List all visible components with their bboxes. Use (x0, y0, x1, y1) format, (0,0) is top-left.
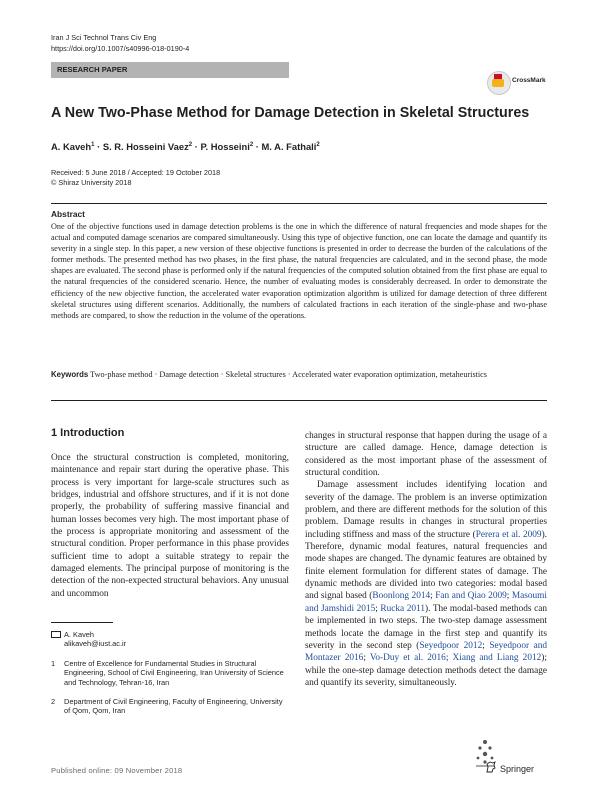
copyright-notice: © Shiraz University 2018 (51, 177, 132, 187)
affiliation-text: Centre of Excellence for Fundamental Studies in Structural Engineering, School of Civil Engineering, Iran University of Science and Technology, Tehran-16, Iran (64, 659, 284, 687)
author-name[interactable]: S. R. Hosseini Vaez (102, 141, 189, 153)
citation-link[interactable]: Vo-Duy et al. 2016 (369, 653, 446, 664)
corresponding-author-email[interactable]: alikaveh@iust.ac.ir (64, 639, 127, 649)
author-list: A. Kaveh$^1$ · S. R. Hosseini Vaez$^2$ · P. Hosseini$^2$ · M. A. Fathali$^2$ (51, 141, 320, 153)
abstract-body: One of the objective functions used in damage detection problems is the one in which the difference of natural frequencies and mode shapes for the actual and computed damage scenarios are compared simultaneously. Using this type of objective function, one can locate the damage and quantify its severity in a single step. In this paper, a new version of these objective functions is presented in order to decrease the burden of the calculations of the former methods. The presented method has two phases, in the first phase, the natural frequencies are calculated, and in the second phase, the mode shapes are evaluated. The second phase is performed only if the natural frequencies of the computed solution obtained from the first phase are equal to the natural frequencies of the considered scenario. Hence, the number of evaluating modes is considerably decreased. In order to demonstrate the efficiency of the new objective function, the accelerated water evaporation optimization algorithm is utilized for damage detection of three different skeletal structures using different scenarios. Additionally, the numbers of calculated fractions in each iteration of the single-phase and two-phase methods are compared, to show the reduction in the volume of the operations. (51, 222, 547, 320)
keywords-text: Two-phase method · Damage detection · Skeletal structures · Accelerated water evaporation optimization, metaheuristics (90, 370, 487, 379)
author-name[interactable]: A. Kaveh (51, 141, 92, 153)
citation-link[interactable]: Fan and Qiao 2009 (435, 591, 507, 602)
corresponding-author-name: A. Kaveh (64, 630, 94, 639)
keywords-label: Keywords (51, 370, 89, 379)
section-heading-introduction: 1 Introduction (51, 427, 125, 439)
corresponding-author (51, 630, 289, 649)
abstract-heading: Abstract (51, 209, 85, 219)
citation-link[interactable]: Seyedpoor 2012 (419, 640, 483, 651)
envelope-icon (51, 631, 61, 638)
citation-link[interactable]: Seyedpoor and Montazer 2016 (305, 640, 547, 664)
citation-link[interactable]: Rucka 2011 (380, 603, 426, 614)
column-left (51, 452, 289, 600)
author-affiliation: 2 (188, 142, 193, 148)
affiliation-number: 1 (51, 659, 56, 668)
affiliation-number: 2 (51, 697, 56, 706)
affiliation-footnote (51, 659, 289, 687)
column-right (305, 430, 547, 689)
citation-link[interactable]: Masoumi and Jamshidi 2015 (305, 591, 547, 614)
springer-horse-icon (484, 760, 498, 774)
abstract-bottom-rule (51, 400, 547, 401)
paragraph: changes in structural response that happen during the usage of a structure are called damage. Hence, damage detection is considered as the most important phase of the assessment of structural condition. (305, 431, 547, 479)
crossmark-badge[interactable] (487, 69, 549, 99)
citation-link[interactable]: Xiang and Liang 2012 (452, 653, 542, 664)
author-name[interactable]: M. A. Fathali (261, 141, 317, 153)
citation-link[interactable]: Boonlong 2014 (372, 591, 431, 602)
paragraph: Damage assessment includes identifying location and severity of the damage. The problem is an inverse optimization problem, and there are different methods for the solution of this problem. Damage results in changes in structural properties including stiffness and mass of the structure (Perera et al. 2009). Therefore, dynamic modal features, natural frequencies and mode shapes are changed. The dynamic features are obtained by finite element formulation for different states of damage. The dynamic methods are divided into two categories: modal based and signal based (Boonlong 2014; Fan and Qiao 2009; Masoumi and Jamshidi 2015; Rucka 2011). The modal-based methods can be implemented in two steps. The two-step damage assessment methods locate the damage in the first step and quantify its severity in the second step (Seyedpoor 2012; Seyedpoor and Montazer 2016; Vo-Duy et al. 2016; Xiang and Liang 2012); while the one-step damage detection methods detect the damage and quantify its severity, simultaneously. (305, 480, 547, 688)
doi-link[interactable]: https://doi.org/10.1007/s40996-018-0190-4 (51, 43, 190, 53)
crossmark-check-icon (492, 79, 504, 87)
affiliation-footnote (51, 697, 289, 716)
article-dates (51, 168, 351, 187)
citation-link[interactable]: Perera et al. 2009 (475, 529, 542, 540)
received-accepted-dates: Received: 5 June 2018 / Accepted: 19 October 2018 (51, 168, 221, 177)
author-affiliation: 2 (249, 142, 254, 148)
crossmark-label: CrossMark (512, 77, 546, 84)
published-online-date: Published online: 09 November 2018 (51, 766, 183, 775)
abstract-top-rule (51, 203, 547, 204)
publisher-name[interactable]: Springer (500, 764, 535, 774)
author-affiliation: 1 (91, 142, 95, 148)
affiliation-text: Department of Civil Engineering, Faculty of Engineering, University of Qom, Qom, Iran (64, 697, 283, 716)
paper-title: A New Two-Phase Method for Damage Detection in Skeletal Structures (51, 105, 530, 121)
article-type-banner: RESEARCH PAPER (51, 62, 289, 78)
paragraph: Once the structural construction is completed, monitoring, maintenance and repair start during the operative phase. This process is very important for large-scale structures such as bridges, industrial and offshore structures, and if it is not done properly, the probability of suffering massive financial and human losses becomes very high. The most important phase of the process is appropriate monitoring and assessment of the structural condition. Proper performance in this phase provides sufficient time to adopt a suitable strategy to repair the damaged elements. The principal purpose of monitoring is the detection of the non-expected structural behaviors. Any unusual and uncommon (51, 453, 289, 599)
footnote-rule (51, 622, 113, 623)
keywords-block (51, 369, 547, 380)
author-name[interactable]: P. Hosseini (200, 141, 250, 153)
journal-name: Iran J Sci Technol Trans Civ Eng (51, 33, 157, 42)
journal-header (51, 33, 189, 54)
author-affiliation: 2 (316, 142, 320, 148)
